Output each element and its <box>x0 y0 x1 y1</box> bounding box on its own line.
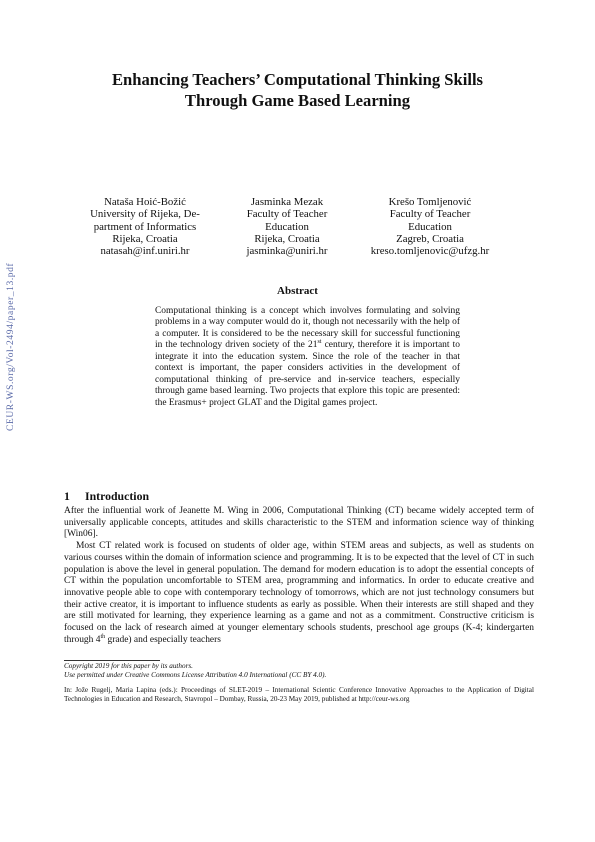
section-heading <box>64 489 149 504</box>
footnote-rule <box>64 660 160 661</box>
superscript: st <box>317 339 322 346</box>
author-affiliation: Education <box>265 220 309 233</box>
paragraph: After the influential work of Jeanette M. Wing in 2006, Computational Thinking (CT) became widely accepted term of universally applicable concepts, attitudes and skills characteristic to the STEM and information science way of thinking [Win06]. <box>64 506 534 540</box>
author-affiliation: Education <box>408 220 452 233</box>
section-number: 1 <box>64 489 70 503</box>
paragraph-text: Most CT related work is focused on students of older age, within STEM areas and subjects, as well as students on various courses within the domain of information science and programming. It is to be expected that the level of CT in such population is above the level in general population. The demand for modern education is to adopt the essential concepts of CT within the population uncomfortable to STEM area, programming and informatics. In order to educate creative and innovative people able to cope with contemporary technology of tomorrows, which are not just technology consumers but their active creator, it is important to influence students as early as possible. When their interests are still shaped and they are still motivated for learning, they experience learning as a game and not as a commitment. Constructive criticism is focused on the lack of research aimed at younger elementary schools students, preschool age groups (K-4; kindergarten through 4 <box>64 541 534 645</box>
author-email: kreso.tomljenovic@ufzg.hr <box>370 245 490 258</box>
abstract-text-part: century, therefore it is important to integrate it into the education system. Since the role of the teacher in that context is important, the paper considers activities in the development of computational thinking of pre-service and in-service teachers, especially through game based learning. Two projects that explore this topic are presented: the Erasmus+ project GLAT and the Digital games project. <box>155 340 460 408</box>
author-affiliation: University of Rijeka, De- <box>90 208 200 221</box>
title-line: Enhancing Teachers’ Computational Thinking Skills <box>111 70 484 89</box>
title-line: Through Game Based Learning <box>184 91 411 110</box>
author-location: Zagreb, Croatia <box>396 232 464 245</box>
introduction-body <box>64 506 534 646</box>
author-email: natasah@inf.uniri.hr <box>100 245 190 258</box>
abstract-text <box>155 306 460 409</box>
footnote-line: Use permitted under Creative Commons License Attribution 4.0 International (CC BY 4.0). <box>64 671 327 680</box>
superscript: th <box>100 633 106 640</box>
author-location: Rijeka, Croatia <box>254 232 320 245</box>
abstract-heading: Abstract <box>277 285 318 297</box>
side-identifier: CEUR-WS.org/Vol-2494/paper_13.pdf <box>6 262 16 431</box>
author-location: Rijeka, Croatia <box>112 232 178 245</box>
author-block <box>75 196 215 257</box>
author-affiliation: Faculty of Teacher <box>246 208 328 221</box>
author-affiliation: partment of Informatics <box>93 220 197 233</box>
author-name: Krešo Tomljenović <box>388 196 472 208</box>
author-name: Nataša Hoić-Božić <box>104 196 186 208</box>
section-title: Introduction <box>85 489 150 503</box>
author-email: jasminka@uniri.hr <box>246 245 328 258</box>
paragraph-text: grade) and especially teachers <box>105 634 221 645</box>
paragraph <box>64 541 534 646</box>
author-affiliation: Faculty of Teacher <box>389 208 471 221</box>
proceedings-note: In: Jože Rugelj, Maria Lapina (eds.): Proceedings of SLET-2019 – International Scientic Conference Innovative Approaches to the Application of Digital Technologies in Education and Research, Stavropol – Dombay, Russia, 20-23 May 2019, published at http://ceur-ws.org <box>64 686 534 704</box>
author-name: Jasminka Mezak <box>250 196 324 208</box>
paper-title <box>60 69 535 111</box>
abstract-text-part: Computational thinking is a concept which involves formulating and solving problems in a way computer would do it, though not necessarily with the help of a computer. It is considered to be the necessary skill for successful functioning in the technology driven society of the 21 <box>155 306 460 351</box>
copyright-footnote <box>64 662 534 680</box>
author-block <box>222 196 352 257</box>
author-block <box>355 196 505 257</box>
footnote-line: Copyright 2019 for this paper by its authors. <box>64 662 193 670</box>
